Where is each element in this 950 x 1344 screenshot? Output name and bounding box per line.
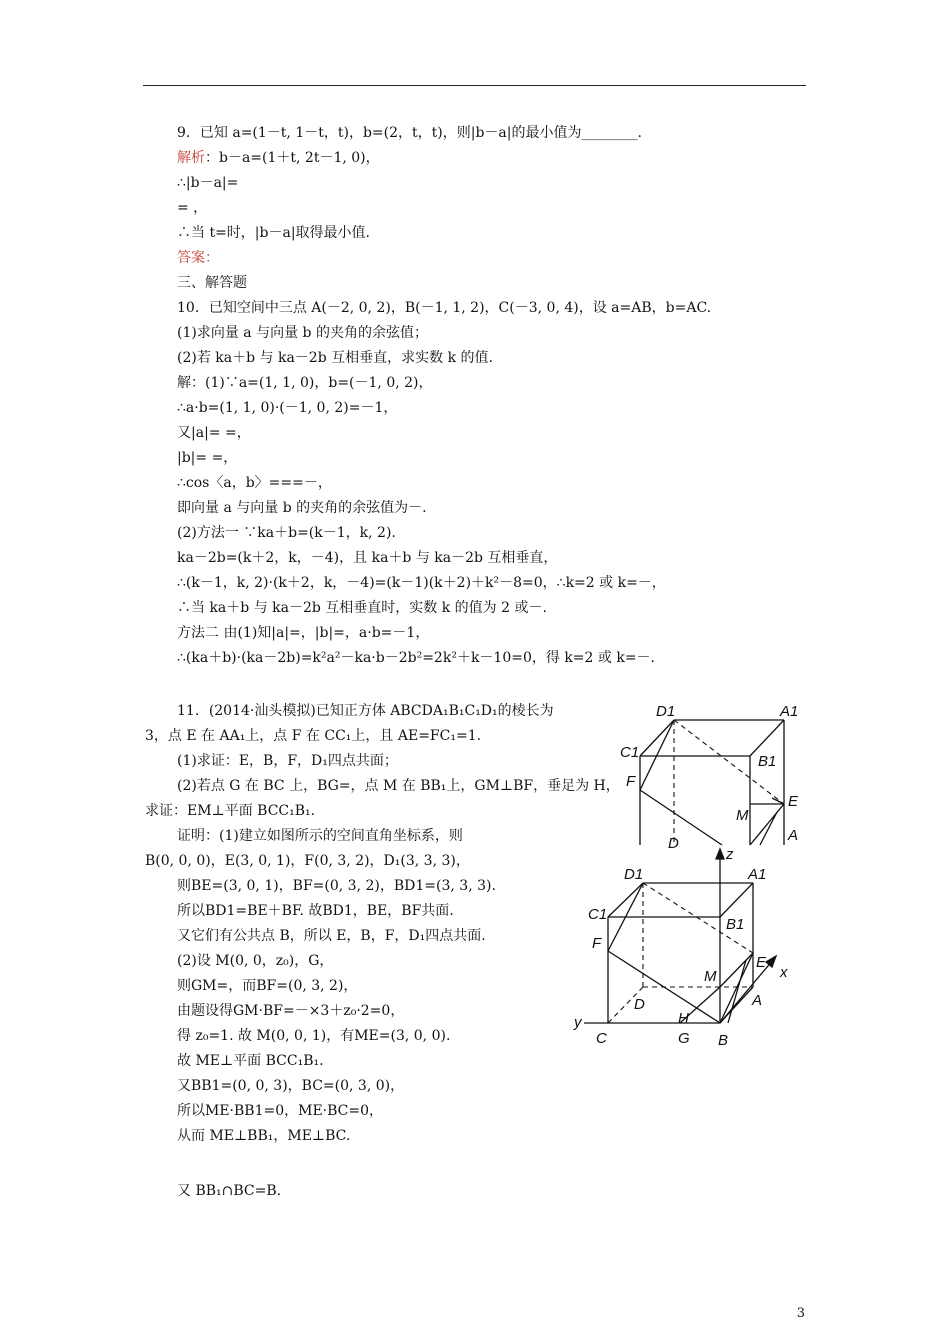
q11-proof-line: 由题设得GM·BF=－×3＋z₀·2=0， (177, 1003, 405, 1019)
q10-sol-line: 解：(1)∵a=(1, 1, 0)，b=(－1, 0, 2)， (177, 375, 433, 391)
q11-proof-line: 所以BD1=BE＋BF. 故BD1，BE，BF共面. (177, 903, 454, 919)
q10-part2: (2)若 ka＋b 与 ka－2b 互相垂直，求实数 k 的值. (177, 350, 493, 366)
q11-proof-line: 得 z₀=1. 故 M(0, 0, 1)，有ME=(3, 0, 0). (177, 1028, 451, 1044)
q11-part2-cont: 求证：EM⊥平面 BCC₁B₁. (145, 803, 316, 819)
q9-solution-line3: = ， (177, 200, 208, 216)
label-D1: D1 (624, 866, 644, 883)
q9-solution-line2: ∴|b－a|= (177, 175, 239, 191)
q11-proof-line: 又它们有公共点 B，所以 E，B，F，D₁四点共面. (177, 928, 486, 944)
q11-proof-line: 则BE=(3, 0, 1)，BF=(0, 3, 2)，BD1=(3, 3, 3). (177, 878, 496, 894)
label-M: M (736, 807, 749, 824)
label-F: F (592, 935, 602, 952)
label-E: E (788, 793, 799, 810)
section-line (640, 790, 722, 845)
label-D: D (668, 835, 679, 852)
label-F: F (626, 773, 636, 790)
q10-stem: 10．已知空间中三点 A(－2, 0, 2)，B(－1, 1, 2)，C(－3, 0, 4)，设 a=AB，b=AC. (177, 300, 712, 316)
q11-part1: (1)求证：E，B，F，D₁四点共面； (177, 753, 398, 769)
section-line (720, 953, 753, 987)
cube-figure-bottom (568, 845, 798, 1055)
label-C1: C1 (620, 744, 640, 761)
label-A1: A1 (748, 866, 767, 883)
label-E: E (756, 954, 767, 971)
label-z: z (726, 846, 734, 863)
q10-sol-line: 又|a|= =， (177, 425, 251, 441)
section-line (760, 812, 777, 845)
q9-solution-line4: ∴当 t=时，|b－a|取得最小值. (177, 225, 370, 241)
header-rule (143, 85, 806, 86)
q10-sol-line: 方法二 由(1)知|a|=，|b|=，a·b=－1， (177, 625, 430, 641)
label-A: A (788, 827, 799, 844)
label-A1: A1 (780, 703, 799, 720)
label-y: y (574, 1014, 582, 1031)
q10-sol-line: ka－2b=(k＋2，k，－4)，且 ka＋b 与 ka－2b 互相垂直， (177, 550, 558, 566)
section-line (720, 953, 753, 1023)
page-number: 3 (796, 1306, 805, 1321)
label-H: H (678, 1010, 689, 1027)
label-B1: B1 (758, 753, 777, 770)
x-axis-arrow (766, 956, 776, 967)
q11-proof-line: 所以ME·BB1=0，ME·BC=0， (177, 1103, 384, 1119)
q10-sol-line: ∴(k－1，k, 2)·(k＋2，k，－4)=(k－1)(k＋2)＋k²－8=0，∴k=2 或 k=－， (177, 575, 666, 591)
label-D1: D1 (656, 703, 676, 720)
cube-figure-top (612, 700, 812, 852)
q11-proof-line: 故 ME⊥平面 BCC₁B₁. (177, 1053, 324, 1069)
q10-sol-line: ∴a·b=(1, 1, 0)·(－1, 0, 2)=－1， (177, 400, 398, 416)
q11-proof-line: 从而 ME⊥BB₁，ME⊥BC. (177, 1128, 351, 1144)
label-x: x (780, 964, 788, 981)
label-M: M (704, 968, 717, 985)
q11-proof-line: B(0, 0, 0)，E(3, 0, 1)，F(0, 3, 2)，D₁(3, 3, 3)， (145, 853, 470, 869)
label-G: G (678, 1030, 690, 1047)
q10-sol-line: ∴(ka＋b)·(ka－2b)=k²a²－ka·b－2b²=2k²＋k－10=0，得 k=2 或 k=－. (177, 650, 656, 666)
q11-proof-line: 又BB1=(0, 0, 3)，BC=(0, 3, 0)， (177, 1078, 405, 1094)
q11-stem-line2: 3，点 E 在 AA₁上，点 F 在 CC₁上，且 AE=FC₁=1. (145, 728, 482, 744)
q9-solution-label: 解析 (177, 150, 205, 166)
section-line (750, 804, 784, 845)
q11-proof-line: (2)设 M(0, 0，z₀)，G， (177, 953, 334, 969)
edge (720, 883, 753, 917)
q10-sol-line: 即向量 a 与向量 b 的夹角的余弦值为－. (177, 500, 427, 516)
edge (750, 720, 784, 756)
label-C: C (596, 1030, 607, 1047)
q10-part1: (1)求向量 a 与向量 b 的夹角的余弦值； (177, 325, 428, 341)
q10-sol-line: ∴当 ka＋b 与 ka－2b 互相垂直时，实数 k 的值为 2 或－. (177, 600, 547, 616)
label-A: A (752, 992, 763, 1009)
edge (640, 720, 674, 756)
q10-sol-line: ∴cos〈a，b〉===－， (177, 475, 332, 491)
q11-proof-line: 证明：(1)建立如图所示的空间直角坐标系，则 (177, 828, 463, 844)
q10-sol-line: |b|= =， (177, 450, 238, 466)
label-C1: C1 (588, 906, 608, 923)
q9-stem: 9．已知 a=(1－t, 1－t，t)，b=(2，t，t)，则|b－a|的最小值为________. (177, 125, 642, 141)
section-line (640, 720, 674, 790)
label-B: B (718, 1032, 729, 1049)
q9-solution-line1: 解析：b－a=(1＋t, 2t－1, 0)， (177, 150, 380, 166)
label-B1: B1 (726, 916, 745, 933)
q11-proof-line: 又 BB₁∩BC=B. (177, 1183, 282, 1199)
q9-answer-label: 答案： (177, 250, 219, 266)
q11-proof-line: 则GM=，而BF=(0, 3, 2)， (177, 978, 358, 994)
label-D: D (634, 996, 645, 1013)
section-heading: 三、解答题 (177, 275, 247, 291)
q11-part2: (2)若点 G 在 BC 上，BG=，点 M 在 BB₁上，GM⊥BF，垂足为 H， (177, 778, 620, 794)
q11-stem-line1: 11．(2014·汕头模拟)已知正方体 ABCDA₁B₁C₁D₁的棱长为 (177, 703, 554, 719)
edge (608, 883, 643, 917)
z-axis-arrow (716, 849, 724, 859)
q10-sol-line: (2)方法一 ∵ka＋b=(k－1，k, 2). (177, 525, 396, 541)
